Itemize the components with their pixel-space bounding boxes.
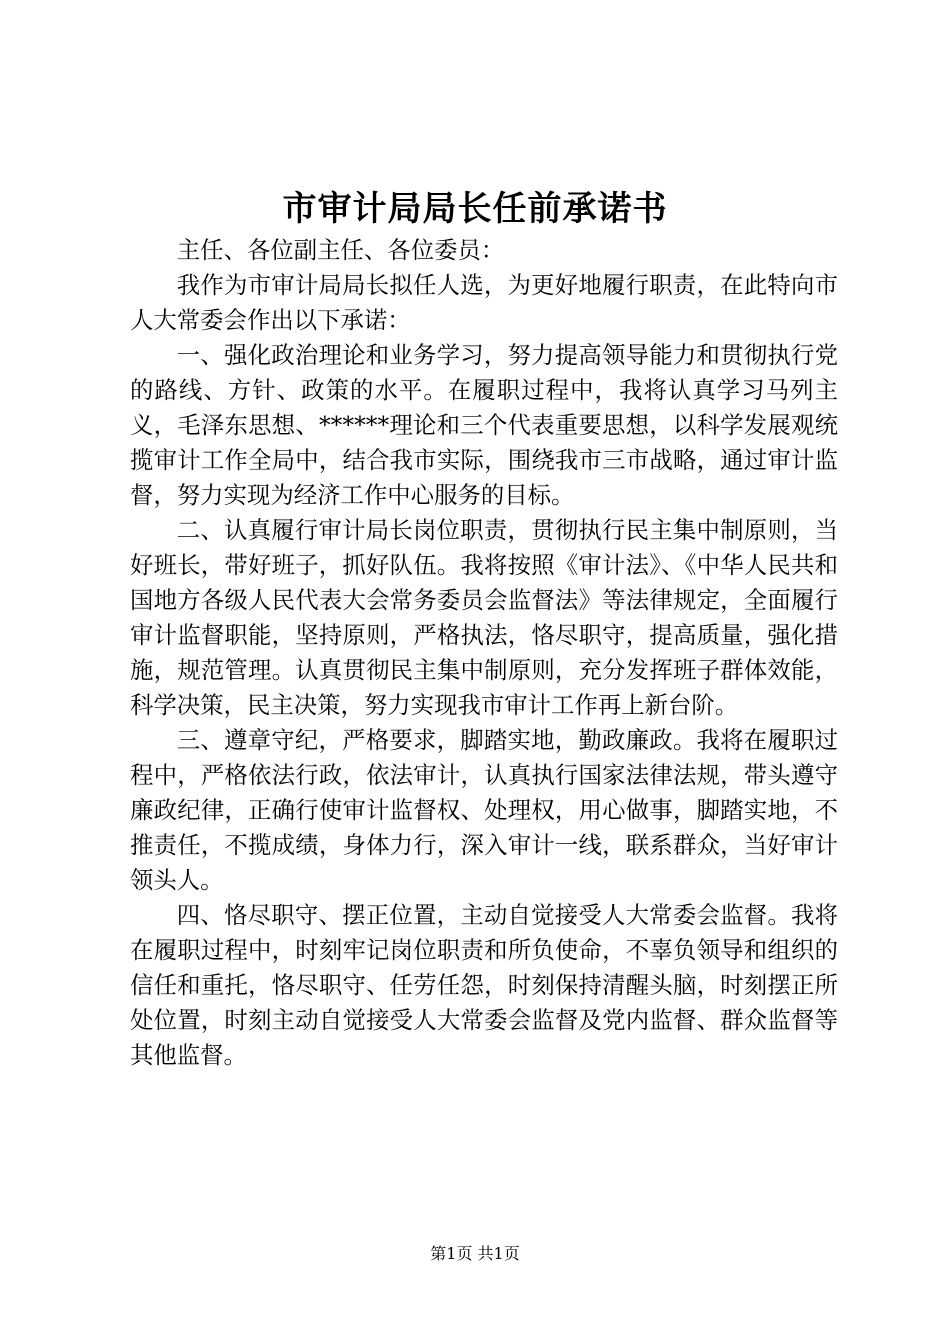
paragraph-3: 三、遵章守纪，严格要求，脚踏实地，勤政廉政。我将在履职过程中，严格依法行政，依法审计，认真执行国家法律法规，带头遵守廉政纪律，正确行使审计监督权、处理权，用心做事，脚踏实地，不推责任，不揽成绩，身体力行，深入审计一线，联系群众，当好审计领头人。 [130, 726, 838, 894]
paragraph-intro: 我作为市审计局局长拟任人选，为更好地履行职责，在此特向市人大常委会作出以下承诺： [130, 271, 838, 334]
page-footer: 第1页 共1页 [430, 1244, 520, 1263]
salutation: 主任、各位副主任、各位委员： [176, 236, 505, 264]
paragraph-2: 二、认真履行审计局长岗位职责，贯彻执行民主集中制原则，当好班长，带好班子，抓好队伍。我将按照《审计法》、《中华人民共和国地方各级人民代表大会常务委员会监督法》等法律规定，全面履行审计监督职能，坚持原则，严格执法，恪尽职守，提高质量，强化措施，规范管理。认真贯彻民主集中制原则，充分发挥班子群体效能，科学决策，民主决策，努力实现我市审计工作再上新台阶。 [130, 516, 838, 719]
document-body [130, 233, 838, 1073]
paragraph-4: 四、恪尽职守、摆正位置，主动自觉接受人大常委会监督。我将在履职过程中，时刻牢记岗位职责和所负使命，不辜负领导和组织的信任和重托，恪尽职守、任劳任怨，时刻保持清醒头脑，时刻摆正所处位置，时刻主动自觉接受人大常委会监督及党内监督、群众监督等其他监督。 [130, 901, 838, 1069]
paragraph-1: 一、强化政治理论和业务学习，努力提高领导能力和贯彻执行党的路线、方针、政策的水平。在履职过程中，我将认真学习马列主义，毛泽东思想、******理论和三个代表重要思想，以科学发展观统揽审计工作全局中，结合我市实际，围绕我市三市战略，通过审计监督，努力实现为经济工作中心服务的目标。 [130, 341, 838, 509]
document-title: 市审计局局长任前承诺书 [282, 189, 668, 229]
